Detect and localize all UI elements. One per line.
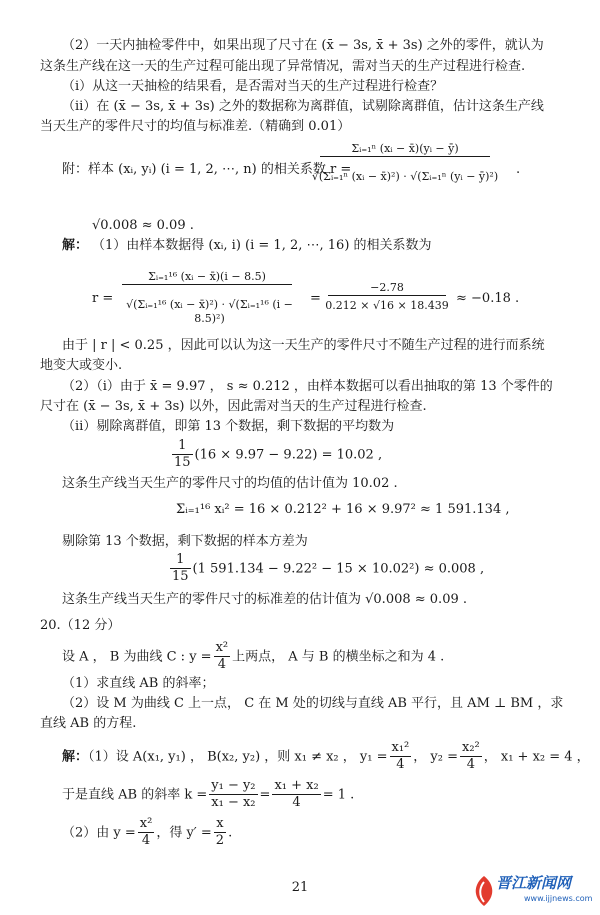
formula-end: . — [516, 162, 521, 177]
logo-icon — [470, 874, 498, 908]
solution-label: 解： — [62, 238, 89, 253]
formula-numerator: Σᵢ₌₁ⁿ (xᵢ − x̄)(yᵢ − ȳ) — [320, 142, 490, 157]
formula-numerator: −2.78 — [328, 281, 446, 296]
fraction: $\frac{\text{x₁²}}{4}$ — [391, 740, 410, 773]
text-line: （ⅱ）剔除离群值，即第 13 个数据，剩下数据的平均数为 — [62, 419, 395, 434]
variance-formula: $\frac{1}{15}$ (1 591.134 − 9.22² − 15 × 10.02²) ≈ 0.008 , — [172, 552, 485, 585]
fraction: $\frac{\text{x₂²}}{4}$ — [461, 740, 480, 773]
formula-denominator: √(Σᵢ₌₁¹⁶ (xᵢ − x̄)²) · √(Σᵢ₌₁¹⁶ (i − 8.5)²) — [126, 298, 293, 325]
text-line: 这条生产线在这一天的生产过程可能出现了异常情况，需对当天的生产过程进行检查. — [40, 59, 526, 74]
formula-result: ≈ −0.18 . — [456, 291, 520, 306]
text-line: （2）设 M 为曲线 C 上一点， C 在 M 处的切线与直线 AB 平行，且 AM ⊥ BM ，求 — [62, 696, 564, 711]
text-line: （2）（ⅰ）由于 x̄ = 9.97 ， s ≈ 0.212 ，由样本数据可以看出抽取的第 13 个零件的 — [62, 379, 553, 394]
text-line: 这条生产线当天生产的零件尺寸的均值的估计值为 10.02 . — [62, 476, 398, 491]
text-line: 尺寸在 (x̄ − 3s, x̄ + 3s) 以外，因此需对当天的生产过程进行检查. — [40, 399, 427, 414]
fraction: $\frac{\text{x²}}{4}$ — [139, 816, 153, 849]
fraction: $\frac{\text{x₁ + x₂}}{4}$ — [274, 778, 319, 811]
page-number: 21 — [291, 880, 309, 895]
formula-label: 附：样本 (xᵢ, yᵢ) (i = 1, 2, ⋯, n) 的相关系数 r = — [62, 162, 352, 177]
site-logo: 晋江新闻网 www.ijjnews.com — [470, 872, 595, 910]
fraction: $\frac{x}{2}$ — [215, 816, 225, 849]
text-line: （ⅰ）从这一天抽检的结果看，是否需对当天的生产过程进行检查？ — [62, 79, 444, 94]
text-line: 剔除第 13 个数据，剩下数据的样本方差为 — [62, 534, 308, 549]
solution-line: 于是直线 AB 的斜率 k = $\frac{\text{y₁ − y₂}}{\text{x₁ − x₂}}$ = $\frac{\text{x₁ + x₂}}{4}$ = 1 . — [62, 778, 355, 811]
fraction: $\frac{1}{15}$ — [174, 438, 191, 471]
formula-eq: = — [310, 291, 321, 306]
text-line: （1）由样本数据得 (xᵢ, i) (i = 1, 2, ⋯, 16) 的相关系数为 — [92, 238, 432, 253]
text-line: 由于 | r | < 0.25 ，因此可以认为这一天生产的零件尺寸不随生产过程的进行而系统 — [62, 338, 545, 353]
text-line: （2）一天内抽检零件中，如果出现了尺寸在 (x̄ − 3s, x̄ + 3s) 之外的零件，就认为 — [62, 38, 544, 53]
solution-line: （2）由 y = $\frac{\text{x²}}{4}$ ，得 y′ = $\frac{x}{2}$ . — [62, 816, 233, 849]
text-line: 直线 AB 的方程. — [40, 716, 137, 731]
text-line: √0.008 ≈ 0.09 . — [92, 218, 194, 233]
question-number: 20.（12 分） — [40, 618, 121, 633]
fraction: $\frac{1}{15}$ — [172, 552, 189, 585]
formula-denominator: 0.212 × √16 × 18.439 — [325, 299, 449, 312]
text-line: 地变大或变小. — [40, 358, 123, 373]
text-line: （1）求直线 AB 的斜率； — [62, 676, 215, 691]
mean-formula: $\frac{1}{15}$ (16 × 9.97 − 9.22) = 10.02 , — [174, 438, 383, 471]
formula-label: r = — [92, 291, 114, 306]
text-line: 这条生产线当天生产的零件尺寸的标准差的估计值为 √0.008 ≈ 0.09 . — [62, 592, 467, 607]
text-line: （ⅱ）在 (x̄ − 3s, x̄ + 3s) 之外的数据称为离群值，试剔除离群值，估计这条生产线 — [62, 99, 544, 114]
text-line: 当天生产的零件尺寸的均值与标准差.（精确到 0.01） — [40, 119, 351, 134]
formula-numerator: Σᵢ₌₁¹⁶ (xᵢ − x̄)(i − 8.5) — [122, 270, 292, 285]
formula-denominator: √(Σᵢ₌₁ⁿ (xᵢ − x̄)²) · √(Σᵢ₌₁ⁿ (yᵢ − ȳ)²) — [311, 170, 499, 183]
sum-formula: Σᵢ₌₁¹⁶ xᵢ² = 16 × 0.212² + 16 × 9.97² ≈ 1 591.134 , — [176, 502, 510, 517]
solution-line: 解：（1）设 A(x₁, y₁) ， B(x₂, y₂) ，则 x₁ ≠ x₂ ， y₁ = $\frac{\text{x₁²}}{4}$ ， y₂ = $\frac{\text{x₂²}}{4}$ ， x₁ + x₂ = 4 ， — [62, 740, 590, 773]
fraction: $\frac{\text{y₁ − y₂}}{\text{x₁ − x₂}}$ — [211, 778, 256, 811]
fraction: $\frac{\text{x²}}{4}$ — [215, 640, 229, 673]
question-text: 设 A ， B 为曲线 C : y = $\frac{\text{x²}}{4}$ 上两点， A 与 B 的横坐标之和为 4 . — [62, 640, 445, 673]
